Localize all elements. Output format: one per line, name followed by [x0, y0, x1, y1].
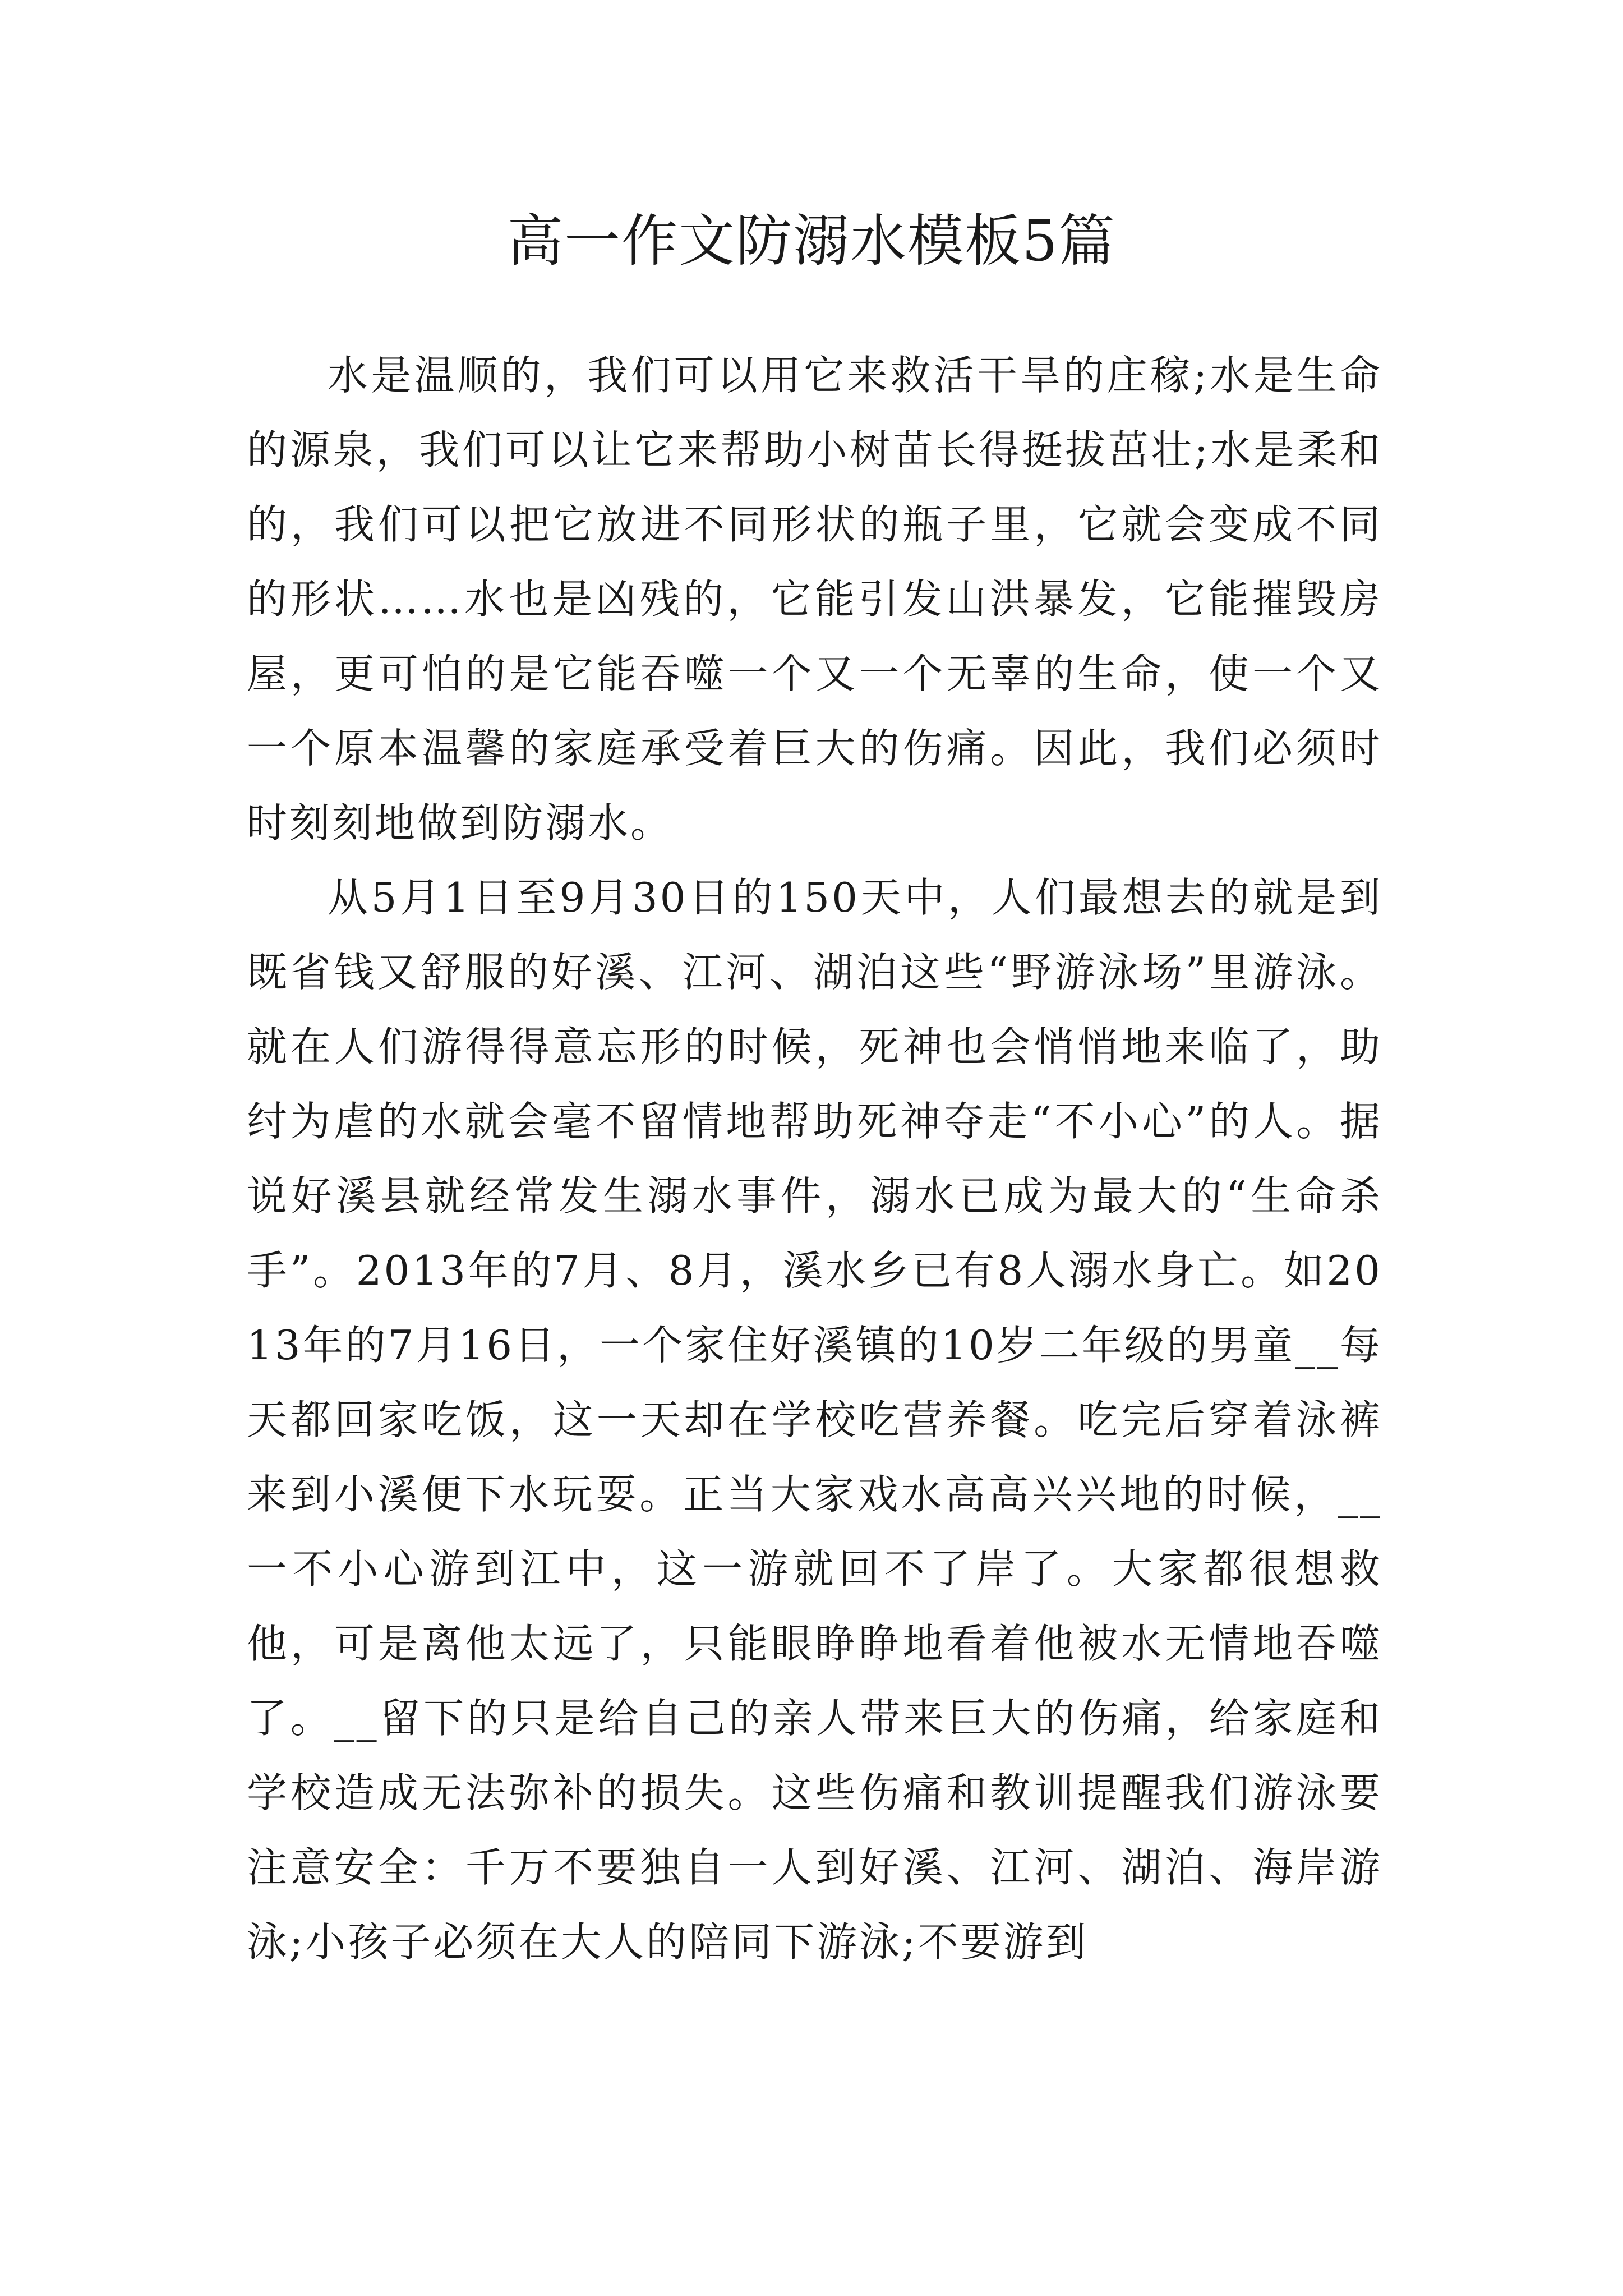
- paragraph-2: 从5月1日至9月30日的150天中，人们最想去的就是到既省钱又舒服的好溪、江河、湖泊这些“野游泳场”里游泳。就在人们游得得意忘形的时候，死神也会悄悄地来临了，助纣为虐的水就会毫不留情地帮助死神夺走“不小心”的人。据说好溪县就经常发生溺水事件，溺水已成为最大的“生命杀手”。2013年的7月、8月，溪水乡已有8人溺水身亡。如2013年的7月16日，一个家住好溪镇的10岁二年级的男童__每天都回家吃饭，这一天却在学校吃营养餐。吃完后穿着泳裤来到小溪便下水玩耍。正当大家戏水高高兴兴地的时候，__一不小心游到江中，这一游就回不了岸了。大家都很想救他，可是离他太远了，只能眼睁睁地看着他被水无情地吞噬了。__留下的只是给自己的亲人带来巨大的伤痛，给家庭和学校造成无法弥补的损失。这些伤痛和教训提醒我们游泳要注意安全：千万不要独自一人到好溪、江河、湖泊、海岸游泳;小孩子必须在大人的陪同下游泳;不要游到: [247, 874, 1382, 1966]
- document-body: [247, 338, 1382, 1980]
- paragraph-1: 水是温顺的，我们可以用它来救活干旱的庄稼;水是生命的源泉，我们可以让它来帮助小树苗长得挺拔茁壮;水是柔和的，我们可以把它放进不同形状的瓶子里，它就会变成不同的形状……水也是凶残的，它能引发山洪暴发，它能摧毁房屋，更可怕的是它能吞噬一个又一个无辜的生命，使一个又一个原本温馨的家庭承受着巨大的伤痛。因此，我们必须时时刻刻地做到防溺水。: [247, 352, 1382, 846]
- document-title: 高一作文防溺水模板5篇: [507, 208, 1116, 274]
